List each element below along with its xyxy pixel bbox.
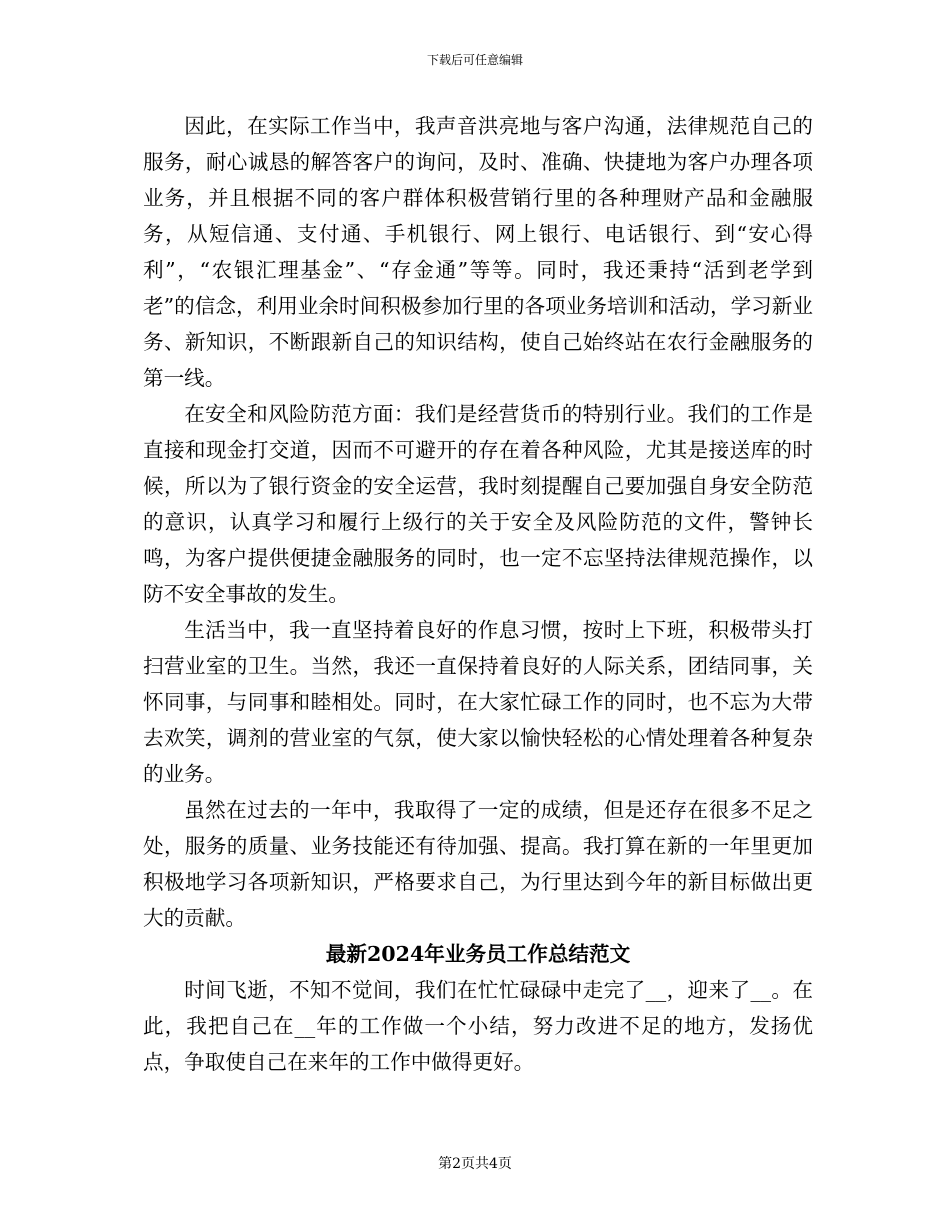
- paragraph-daily-life: 生活当中，我一直坚持着良好的作息习惯，按时上下班，积极带头打扫营业室的卫生。当然，我还一直保持着良好的人际关系，团结同事，关怀同事，与同事和睦相处。同时，在大家忙碌工作的同时，也不忘为大带去欢笑，调剂的营业室的气氛，使大家以愉快轻松的心情处理着各种复杂的业务。: [143, 618, 813, 786]
- section-title: 最新2024年业务员工作总结范文: [325, 942, 631, 966]
- page-number: 第2页共4页: [438, 1156, 512, 1172]
- paragraph-customer-service: 因此，在实际工作当中，我声音洪亮地与客户沟通，法律规范自己的服务，耐心诚恳的解答客户的询问，及时、准确、快捷地为客户办理各项业务，并且根据不同的客户群体积极营销行里的各种理财产品和金融服务，从短信通、支付通、手机银行、网上银行、电话银行、到“安心得利”，“农银汇理基金”、“存金通”等等。同时，我还秉持“活到老学到老”的信念，利用业余时间积极参加行里的各项业务培训和活动，学习新业务、新知识，不断跟新自己的知识结构，使自己始终站在农行金融服务的第一线。: [143, 114, 813, 390]
- paragraph-shortcomings: 虽然在过去的一年中，我取得了一定的成绩，但是还存在很多不足之处，服务的质量、业务技能还有待加强、提高。我打算在新的一年里更加积极地学习各项新知识，严格要求自己，为行里达到今年的新目标做出更大的贡献。: [143, 798, 813, 930]
- page-header: 下载后可任意编辑: [426, 53, 523, 67]
- paragraph-security-risk: 在安全和风险防范方面：我们是经营货币的特别行业。我们的工作是直接和现金打交道，因而不可避开的存在着各种风险，尤其是接送库的时候，所以为了银行资金的安全运营，我时刻提醒自己要加强自身安全防范的意识，认真学习和履行上级行的关于安全及风险防范的文件，警钟长鸣，为客户提供便捷金融服务的同时，也一定不忘坚持法律规范操作，以防不安全事故的发生。: [143, 402, 813, 606]
- paragraph-section-intro: 时间飞逝，不知不觉间，我们在忙忙碌碌中走完了__，迎来了__。在此，我把自己在__年的工作做一个小结，努力改进不足的地方，发扬优点，争取使自己在来年的工作中做得更好。: [143, 978, 813, 1074]
- document-body: [143, 108, 813, 1080]
